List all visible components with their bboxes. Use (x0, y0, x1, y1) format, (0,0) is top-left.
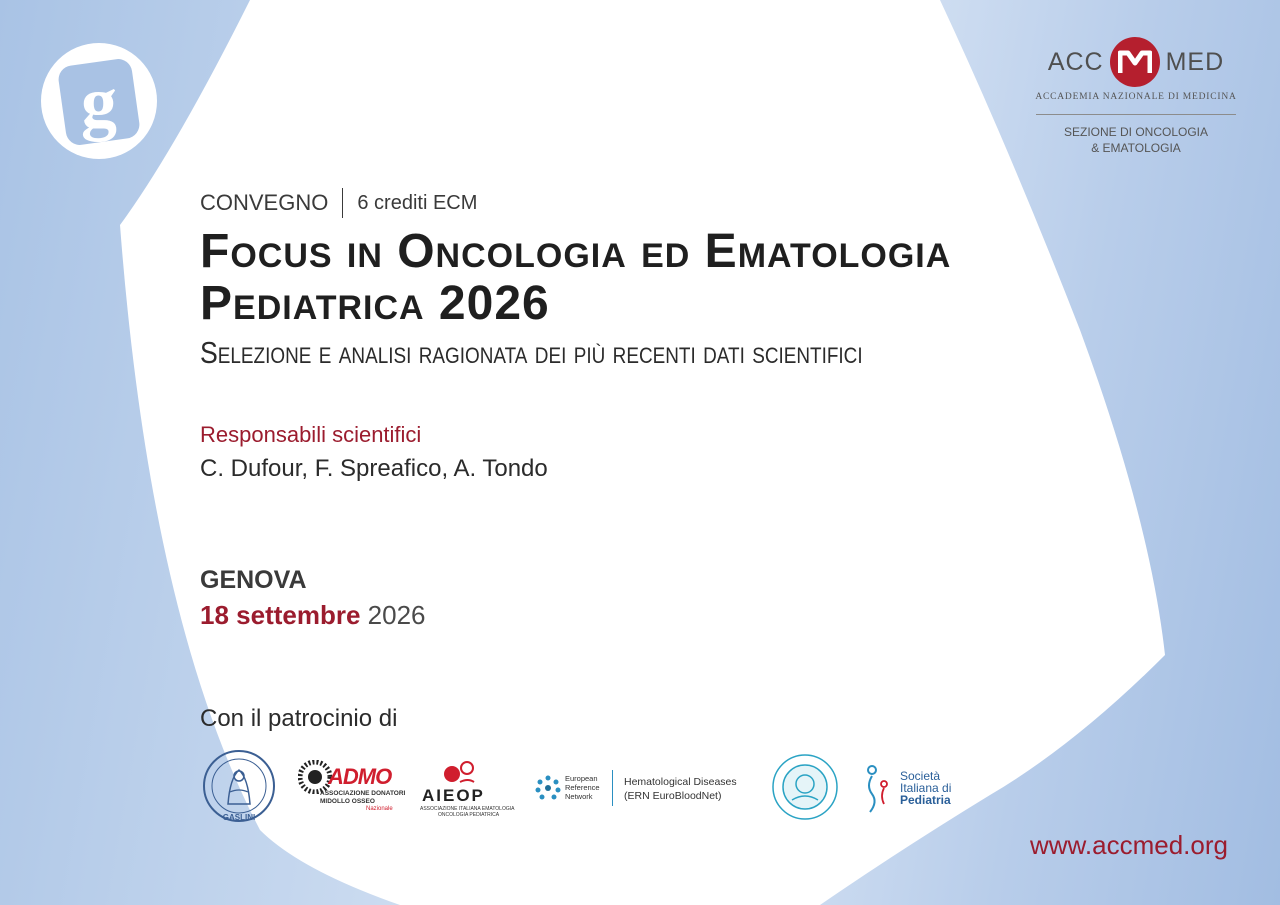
svg-text:g: g (81, 62, 117, 142)
website-link[interactable]: www.accmed.org (1030, 830, 1228, 860)
admo-sub2: MIDOLLO OSSEO (320, 798, 375, 805)
accmed-divider (1036, 114, 1236, 115)
ern-text1: European (565, 774, 598, 783)
aieop-figure-icon (440, 760, 478, 786)
ecm-credits: 6 crediti ECM (357, 191, 478, 214)
event-date-year: 2026 (367, 600, 426, 630)
ern-text2: Reference (565, 783, 600, 792)
accmed-section-line2: & EMATOLOGIA (1091, 141, 1181, 155)
sponsor-sip (862, 762, 962, 814)
admo-sub3: Nazionale (366, 806, 393, 812)
ern-divider (612, 770, 613, 806)
neuroblastoma-seal-icon (770, 752, 840, 822)
sponsor-ern (534, 770, 754, 810)
title-line-2: Pediatrica 2026 (200, 277, 550, 330)
accmed-section-line1: SEZIONE DI ONCOLOGIA (1063, 125, 1209, 139)
sip-text3: Pediatria (900, 793, 951, 807)
responsabili-names: C. Dufour, F. Spreafico, A. Tondo (200, 455, 548, 482)
g-letter-logo-icon (40, 42, 158, 160)
ern-text4: Hematological Diseases (624, 776, 737, 788)
page-subtitle: Selezione e analisi ragionata dei più recenti dati scientifici (200, 335, 863, 370)
event-date-day: 18 settembre (200, 600, 361, 630)
event-city: GENOVA (200, 566, 307, 594)
gaslini-label: GASLINI (222, 813, 256, 822)
header-separator (342, 188, 343, 218)
accmed-left-word: ACC (1047, 47, 1104, 76)
ern-text5: (ERN EuroBloodNet) (624, 790, 722, 802)
aieop-sub1: ASSOCIAZIONE ITALIANA EMATOLOGIA (420, 806, 515, 812)
title-line-1: Focus in Oncologia ed Ematologia (200, 225, 952, 278)
responsabili-label: Responsabili scientifici (200, 422, 422, 447)
patrocinio-label: Con il patrocinio di (200, 705, 398, 732)
sponsor-aieop (420, 758, 514, 818)
admo-sub1: ASSOCIAZIONE DONATORI (320, 790, 406, 797)
sip-text2: Italiana di (900, 781, 952, 795)
aieop-sub2: ONCOLOGIA PEDIATRICA (438, 812, 500, 818)
accmed-subtitle: ACCADEMIA NAZIONALE DI MEDICINA (1035, 92, 1237, 102)
sponsor-admo (298, 758, 406, 818)
ern-dots-icon (534, 774, 562, 802)
accmed-logo (1034, 34, 1238, 169)
accmed-right-word: MED (1165, 47, 1225, 76)
sponsor-gaslini (200, 748, 278, 826)
admo-label: ADMO (328, 764, 392, 789)
event-type: CONVEGNO (200, 190, 329, 215)
sponsor-neuroblastoma (770, 752, 840, 822)
sip-text1: Società (900, 769, 941, 783)
admo-sun-icon (298, 760, 332, 794)
accmed-m-logo-icon (1110, 37, 1160, 87)
event-header (200, 188, 477, 218)
event-date (200, 600, 426, 631)
ern-text3: Network (565, 792, 593, 801)
sip-figure-icon (862, 762, 896, 814)
page-title (200, 226, 1100, 330)
aieop-label: AIEOP (422, 786, 485, 805)
